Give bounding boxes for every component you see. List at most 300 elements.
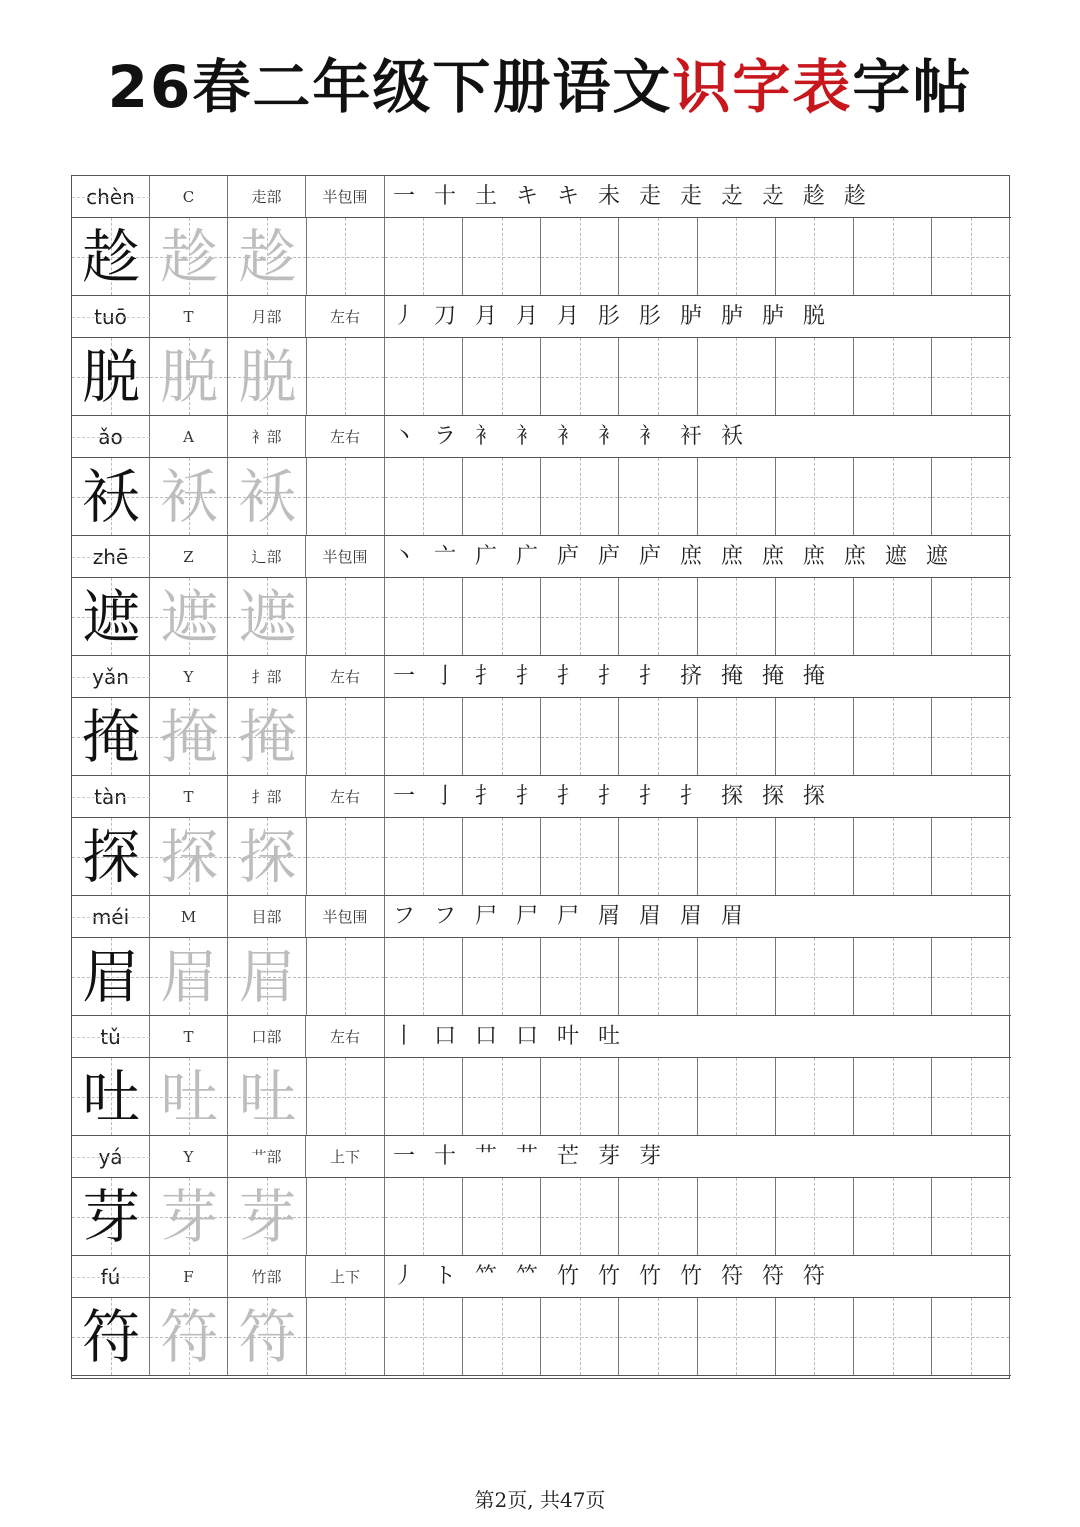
structure-label: 左右 <box>329 1028 360 1046</box>
guide-line <box>814 218 815 295</box>
tian-grid-cell[interactable] <box>307 578 385 655</box>
info-cell <box>306 296 385 337</box>
info-cell <box>228 1256 306 1297</box>
info-cell <box>306 1256 385 1297</box>
info-cell <box>150 416 228 457</box>
trace-character: 眉 <box>160 943 219 1011</box>
guide-line <box>814 458 815 535</box>
guide-line <box>502 1298 503 1375</box>
info-cell <box>306 896 385 937</box>
trace-character: 趁 <box>160 223 219 291</box>
tian-grid-cell[interactable] <box>541 1178 619 1255</box>
trace-character: 芽 <box>160 1183 219 1251</box>
guide-line <box>814 818 815 895</box>
tian-grid-cell[interactable] <box>385 1178 463 1255</box>
tian-grid-cell[interactable] <box>228 1058 306 1135</box>
tian-grid-cell[interactable] <box>72 1178 150 1255</box>
info-row <box>72 1256 1011 1298</box>
tian-grid-cell[interactable] <box>150 818 228 895</box>
tian-grid-cell[interactable] <box>541 578 619 655</box>
trace-character: 符 <box>160 1303 219 1371</box>
tian-grid-cell[interactable] <box>228 698 306 775</box>
guide-line <box>580 338 581 415</box>
tian-grid-cell[interactable] <box>776 338 854 415</box>
info-row <box>72 896 1011 938</box>
tian-grid-cell[interactable] <box>776 698 854 775</box>
tian-grid-cell[interactable] <box>228 338 306 415</box>
tian-grid-cell[interactable] <box>698 458 776 535</box>
trace-character: 遮 <box>160 583 219 651</box>
trace-character: 袄 <box>160 463 219 531</box>
guide-line <box>72 437 150 438</box>
model-character: 眉 <box>82 943 141 1011</box>
guide-line <box>580 218 581 295</box>
trace-character: 探 <box>160 823 219 891</box>
tian-grid-cell[interactable] <box>854 578 932 655</box>
practice-grid-row <box>72 1298 1011 1376</box>
tian-grid-cell[interactable] <box>776 458 854 535</box>
tian-grid-cell[interactable] <box>854 1058 932 1135</box>
info-cell <box>306 536 385 577</box>
guide-line <box>502 938 503 1015</box>
tian-grid-cell[interactable] <box>463 818 541 895</box>
tian-grid-cell[interactable] <box>541 1058 619 1135</box>
initial-letter: A <box>183 428 194 446</box>
info-cell <box>150 536 228 577</box>
practice-grid-row <box>72 698 1011 776</box>
tian-grid-cell[interactable] <box>150 1058 228 1135</box>
tian-grid-cell[interactable] <box>385 458 463 535</box>
guide-line <box>423 458 424 535</box>
info-cell <box>150 896 228 937</box>
stroke-order: フ フ 尸 尸 尸 屑 眉 眉 眉 <box>393 904 749 929</box>
initial-letter: C <box>182 188 195 206</box>
tian-grid-cell[interactable] <box>541 218 619 295</box>
pinyin-label: yǎn <box>92 665 129 689</box>
pinyin-label: tàn <box>94 785 127 809</box>
stroke-order: 丨 口 口 口 叶 吐 <box>393 1024 626 1049</box>
tian-grid-cell[interactable] <box>619 1298 697 1375</box>
info-cell <box>228 1136 306 1177</box>
tian-grid-cell[interactable] <box>698 1178 776 1255</box>
info-cell <box>306 1136 385 1177</box>
guide-line <box>893 218 894 295</box>
guide-line <box>658 218 659 295</box>
guide-line <box>72 797 150 798</box>
guide-line <box>893 338 894 415</box>
title-highlight: 识字表 <box>672 53 853 121</box>
guide-line <box>423 818 424 895</box>
tian-grid-cell[interactable] <box>463 578 541 655</box>
tian-grid-cell[interactable] <box>463 1178 541 1255</box>
tian-grid-cell[interactable] <box>619 218 697 295</box>
tian-grid-cell[interactable] <box>619 938 697 1015</box>
tian-grid-cell[interactable] <box>698 218 776 295</box>
tian-grid-cell[interactable] <box>619 698 697 775</box>
tian-grid-cell[interactable] <box>932 338 1010 415</box>
tian-grid-cell[interactable] <box>619 818 697 895</box>
guide-line <box>814 938 815 1015</box>
info-row <box>72 1016 1011 1058</box>
tian-grid-cell[interactable] <box>541 938 619 1015</box>
guide-line <box>72 1157 150 1158</box>
pinyin-label: méi <box>91 905 130 929</box>
model-character: 吐 <box>82 1063 141 1131</box>
guide-line <box>893 1298 894 1375</box>
trace-character: 掩 <box>238 703 297 771</box>
guide-line <box>502 698 503 775</box>
info-cell <box>306 1016 385 1057</box>
tian-grid-cell[interactable] <box>854 1178 932 1255</box>
tian-grid-cell[interactable] <box>698 338 776 415</box>
info-row <box>72 416 1011 458</box>
tian-grid-cell[interactable] <box>72 938 150 1015</box>
info-cell <box>228 296 306 337</box>
tian-grid-cell[interactable] <box>228 938 306 1015</box>
tian-grid-cell[interactable] <box>619 338 697 415</box>
guide-line <box>736 458 737 535</box>
tian-grid-cell[interactable] <box>307 338 385 415</box>
guide-line <box>502 218 503 295</box>
tian-grid-cell[interactable] <box>463 1298 541 1375</box>
guide-line <box>893 1058 894 1135</box>
guide-line <box>345 818 346 895</box>
guide-line <box>502 338 503 415</box>
guide-line <box>72 557 150 558</box>
tian-grid-cell[interactable] <box>776 1178 854 1255</box>
guide-line <box>580 938 581 1015</box>
guide-line <box>814 698 815 775</box>
guide-line <box>423 938 424 1015</box>
info-cell <box>150 1136 228 1177</box>
initial-letter: M <box>180 908 197 926</box>
pinyin-label: tǔ <box>100 1025 121 1049</box>
guide-line <box>658 338 659 415</box>
tian-grid-cell[interactable] <box>619 458 697 535</box>
guide-line <box>893 938 894 1015</box>
guide-line <box>72 917 150 918</box>
tian-grid-cell[interactable] <box>698 698 776 775</box>
practice-grid-row <box>72 578 1011 656</box>
tian-grid-cell[interactable] <box>307 458 385 535</box>
structure-label: 半包围 <box>322 908 368 926</box>
guide-line <box>971 938 972 1015</box>
guide-line <box>658 698 659 775</box>
tian-grid-cell[interactable] <box>463 698 541 775</box>
tian-grid-cell[interactable] <box>72 458 150 535</box>
practice-grid-row <box>72 938 1011 1016</box>
tian-grid-cell[interactable] <box>463 458 541 535</box>
tian-grid-cell[interactable] <box>150 698 228 775</box>
tian-grid-cell[interactable] <box>228 1178 306 1255</box>
title-prefix: 26春二年级下册语文 <box>107 53 673 121</box>
guide-line <box>345 1298 346 1375</box>
tian-grid-cell[interactable] <box>776 1298 854 1375</box>
tian-grid-cell[interactable] <box>932 698 1010 775</box>
tian-grid-cell[interactable] <box>932 1178 1010 1255</box>
trace-character: 探 <box>238 823 297 891</box>
guide-line <box>502 1178 503 1255</box>
practice-grid-row <box>72 1058 1011 1136</box>
tian-grid-cell[interactable] <box>228 578 306 655</box>
guide-line <box>502 818 503 895</box>
tian-grid-cell[interactable] <box>385 698 463 775</box>
tian-grid-cell[interactable] <box>72 578 150 655</box>
practice-grid-row <box>72 458 1011 536</box>
tian-grid-cell[interactable] <box>854 818 932 895</box>
guide-line <box>502 1058 503 1135</box>
guide-line <box>580 1178 581 1255</box>
info-cell <box>306 776 385 817</box>
guide-line <box>971 458 972 535</box>
tian-grid-cell[interactable] <box>385 338 463 415</box>
tian-grid-cell[interactable] <box>463 338 541 415</box>
tian-grid-cell[interactable] <box>228 818 306 895</box>
stroke-order: 丶 亠 广 广 庐 庐 庐 庶 庶 庶 庶 庶 遮 遮 <box>393 544 954 569</box>
trace-character: 芽 <box>238 1183 297 1251</box>
tian-grid-cell[interactable] <box>776 218 854 295</box>
guide-line <box>423 578 424 655</box>
tian-grid-cell[interactable] <box>385 1298 463 1375</box>
info-cell <box>150 776 228 817</box>
tian-grid-cell[interactable] <box>385 938 463 1015</box>
tian-grid-cell[interactable] <box>541 698 619 775</box>
guide-line <box>971 218 972 295</box>
trace-character: 脱 <box>160 343 219 411</box>
guide-line <box>423 698 424 775</box>
tian-grid-cell[interactable] <box>619 1178 697 1255</box>
guide-line <box>971 818 972 895</box>
tian-grid-cell[interactable] <box>932 1058 1010 1135</box>
tian-grid-cell[interactable] <box>854 458 932 535</box>
guide-line <box>814 578 815 655</box>
tian-grid-cell[interactable] <box>698 578 776 655</box>
guide-line <box>658 1298 659 1375</box>
tian-grid-cell[interactable] <box>776 818 854 895</box>
guide-line <box>736 1058 737 1135</box>
tian-grid-cell[interactable] <box>463 1058 541 1135</box>
tian-grid-cell[interactable] <box>307 698 385 775</box>
info-row <box>72 536 1011 578</box>
guide-line <box>580 458 581 535</box>
model-character: 脱 <box>82 343 141 411</box>
model-character: 遮 <box>82 583 141 651</box>
stroke-order: 丿 刀 月 月 月 肜 肜 胪 胪 胪 脱 <box>393 304 831 329</box>
guide-line <box>345 1058 346 1135</box>
tian-grid-cell[interactable] <box>385 218 463 295</box>
guide-line <box>814 338 815 415</box>
info-cell <box>228 896 306 937</box>
guide-line <box>502 578 503 655</box>
stroke-order: 一 十 艹 艹 芒 芽 芽 <box>393 1144 667 1169</box>
initial-letter: Y <box>183 1148 194 1166</box>
guide-line <box>736 938 737 1015</box>
tian-grid-cell[interactable] <box>932 1298 1010 1375</box>
tian-grid-cell[interactable] <box>307 1298 385 1375</box>
tian-grid-cell[interactable] <box>698 1298 776 1375</box>
tian-grid-cell[interactable] <box>541 458 619 535</box>
tian-grid-cell[interactable] <box>932 938 1010 1015</box>
tian-grid-cell[interactable] <box>150 578 228 655</box>
guide-line <box>658 938 659 1015</box>
pinyin-label: fú <box>100 1265 121 1289</box>
guide-line <box>658 818 659 895</box>
tian-grid-cell[interactable] <box>150 1298 228 1375</box>
initial-letter: Z <box>183 548 194 566</box>
tian-grid-cell[interactable] <box>619 578 697 655</box>
tian-grid-cell[interactable] <box>776 1058 854 1135</box>
pinyin-label: ǎo <box>98 425 123 449</box>
model-character: 符 <box>82 1303 141 1371</box>
tian-grid-cell[interactable] <box>854 338 932 415</box>
guide-line <box>345 698 346 775</box>
guide-line <box>814 1058 815 1135</box>
tian-grid-cell[interactable] <box>228 218 306 295</box>
structure-label: 左右 <box>329 308 360 326</box>
tian-grid-cell[interactable] <box>698 1058 776 1135</box>
radical-label: 目部 <box>251 908 282 926</box>
radical-label: 走部 <box>251 188 282 206</box>
tian-grid-cell[interactable] <box>932 458 1010 535</box>
structure-label: 半包围 <box>322 548 368 566</box>
tian-grid-cell[interactable] <box>72 1298 150 1375</box>
tian-grid-cell[interactable] <box>776 938 854 1015</box>
stroke-order: 一 十 土 キ キ 未 走 走 赱 赱 趁 趁 <box>393 184 872 209</box>
tian-grid-cell[interactable] <box>150 458 228 535</box>
tian-grid-cell[interactable] <box>228 458 306 535</box>
guide-line <box>893 578 894 655</box>
guide-line <box>736 698 737 775</box>
model-character: 探 <box>82 823 141 891</box>
tian-grid-cell[interactable] <box>854 698 932 775</box>
tian-grid-cell[interactable] <box>932 578 1010 655</box>
radical-label: 竹部 <box>251 1268 282 1286</box>
info-cell <box>228 656 306 697</box>
pinyin-label: chèn <box>86 185 135 209</box>
tian-grid-cell[interactable] <box>150 1178 228 1255</box>
trace-character: 吐 <box>238 1063 297 1131</box>
tian-grid-cell[interactable] <box>72 818 150 895</box>
guide-line <box>345 1178 346 1255</box>
guide-line <box>423 218 424 295</box>
page-footer: 第2页, 共47页 <box>474 1488 606 1512</box>
model-character: 掩 <box>82 703 141 771</box>
guide-line <box>580 1058 581 1135</box>
tian-grid-cell[interactable] <box>228 1298 306 1375</box>
stroke-order: 一 亅 扌 扌 扌 扌 扌 扌 探 探 探 <box>393 784 831 809</box>
guide-line <box>658 1058 659 1135</box>
info-row <box>72 176 1011 218</box>
guide-line <box>72 317 150 318</box>
radical-label: 衤部 <box>251 428 282 446</box>
tian-grid-cell[interactable] <box>150 938 228 1015</box>
guide-line <box>72 1037 150 1038</box>
guide-line <box>658 1178 659 1255</box>
guide-line <box>72 197 150 198</box>
guide-line <box>580 1298 581 1375</box>
trace-character: 袄 <box>238 463 297 531</box>
tian-grid-cell[interactable] <box>932 818 1010 895</box>
tian-grid-cell[interactable] <box>854 938 932 1015</box>
radical-label: 辶部 <box>251 548 282 566</box>
guide-line <box>423 1298 424 1375</box>
tian-grid-cell[interactable] <box>541 1298 619 1375</box>
tian-grid-cell[interactable] <box>307 1178 385 1255</box>
tian-grid-cell[interactable] <box>72 698 150 775</box>
trace-character: 遮 <box>238 583 297 651</box>
guide-line <box>345 338 346 415</box>
guide-line <box>345 578 346 655</box>
tian-grid-cell[interactable] <box>776 578 854 655</box>
guide-line <box>971 1178 972 1255</box>
tian-grid-cell[interactable] <box>463 218 541 295</box>
tian-grid-cell[interactable] <box>932 218 1010 295</box>
tian-grid-cell[interactable] <box>854 218 932 295</box>
tian-grid-cell[interactable] <box>150 218 228 295</box>
structure-label: 左右 <box>329 788 360 806</box>
tian-grid-cell[interactable] <box>463 938 541 1015</box>
tian-grid-cell[interactable] <box>72 218 150 295</box>
info-row <box>72 1136 1011 1178</box>
tian-grid-cell[interactable] <box>307 938 385 1015</box>
guide-line <box>345 218 346 295</box>
tian-grid-cell[interactable] <box>541 338 619 415</box>
info-cell <box>150 656 228 697</box>
tian-grid-cell[interactable] <box>150 338 228 415</box>
guide-line <box>971 1298 972 1375</box>
radical-label: 扌部 <box>251 788 282 806</box>
guide-line <box>580 818 581 895</box>
tian-grid-cell[interactable] <box>385 578 463 655</box>
info-row <box>72 296 1011 338</box>
info-row <box>72 656 1011 698</box>
guide-line <box>580 578 581 655</box>
trace-character: 符 <box>238 1303 297 1371</box>
tian-grid-cell[interactable] <box>698 938 776 1015</box>
guide-line <box>72 677 150 678</box>
guide-line <box>736 818 737 895</box>
info-cell <box>150 176 228 217</box>
guide-line <box>736 1298 737 1375</box>
tian-grid-cell[interactable] <box>307 818 385 895</box>
title-suffix: 字帖 <box>852 53 973 121</box>
tian-grid-cell[interactable] <box>72 338 150 415</box>
tian-grid-cell[interactable] <box>619 1058 697 1135</box>
guide-line <box>658 458 659 535</box>
tian-grid-cell[interactable] <box>854 1298 932 1375</box>
guide-line <box>814 1178 815 1255</box>
info-cell <box>228 176 306 217</box>
tian-grid-cell[interactable] <box>385 818 463 895</box>
practice-grid-row <box>72 218 1011 296</box>
guide-line <box>893 458 894 535</box>
tian-grid-cell[interactable] <box>307 218 385 295</box>
tian-grid-cell[interactable] <box>698 818 776 895</box>
trace-character: 掩 <box>160 703 219 771</box>
guide-line <box>893 1178 894 1255</box>
tian-grid-cell[interactable] <box>307 1058 385 1135</box>
tian-grid-cell[interactable] <box>385 1058 463 1135</box>
guide-line <box>893 698 894 775</box>
tian-grid-cell[interactable] <box>72 1058 150 1135</box>
stroke-order: 丿 ト 𥫗 𥫗 竹 竹 竹 竹 符 符 符 <box>393 1264 831 1289</box>
guide-line <box>736 338 737 415</box>
tian-grid-cell[interactable] <box>541 818 619 895</box>
guide-line <box>345 458 346 535</box>
radical-label: 口部 <box>251 1028 282 1046</box>
trace-character: 吐 <box>160 1063 219 1131</box>
practice-sheet <box>71 175 1010 1379</box>
